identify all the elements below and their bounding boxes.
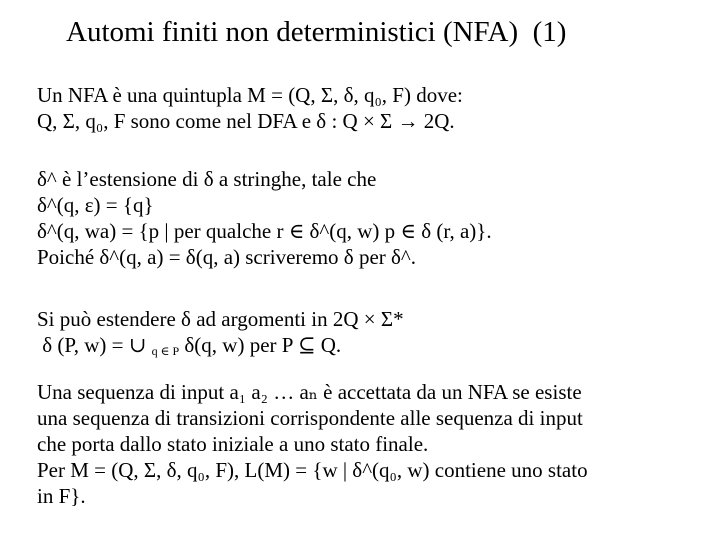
acceptance-line-3: che porta dallo stato iniziale a uno stato finale. — [37, 432, 429, 456]
union-formula-left: δ (P, w) = ∪ — [37, 333, 152, 357]
acceptance-line-1: Una sequenza di input a₁ a₂ … aₙ è accettata da un NFA se esiste — [37, 380, 582, 404]
acceptance-paragraph — [37, 379, 588, 509]
acceptance-line-2: una sequenza di transizioni corrispondente alle sequenza di input — [37, 406, 583, 430]
union-subscript: q ∈ P — [151, 344, 180, 358]
extension-line-2: δ^(q, ε) = {q} — [37, 193, 154, 217]
extension-line-3: δ^(q, wa) = {p | per qualche r ∈ δ^(q, w) p ∈ δ (r, a)}. — [37, 219, 492, 243]
definition-line-1: Un NFA è una quintupla M = (Q, Σ, δ, q₀, F) dove: — [37, 83, 463, 107]
extension-line-4: Poiché δ^(q, a) = δ(q, a) scriveremo δ per δ^. — [37, 245, 417, 269]
acceptance-line-5: in F}. — [37, 484, 86, 508]
extension-line-1: δ^ è l’estensione di δ a stringhe, tale che — [37, 167, 377, 191]
set-extension-paragraph — [37, 306, 404, 364]
union-formula-right: δ(q, w) per P ⊆ Q. — [179, 333, 342, 357]
acceptance-line-4: Per M = (Q, Σ, δ, q₀, F), L(M) = {w | δ^(q₀, w) contiene uno stato — [37, 458, 588, 482]
nfa-definition-paragraph — [37, 82, 463, 134]
set-extension-line-1: Si può estendere δ ad argomenti in 2Q × Σ* — [37, 307, 404, 331]
set-extension-line-2 — [37, 332, 404, 364]
extended-transition-paragraph — [37, 166, 492, 270]
slide-title: Automi finiti non deterministici (NFA) (1) — [66, 16, 567, 48]
definition-line-2: Q, Σ, q₀, F sono come nel DFA e δ : Q × Σ → 2Q. — [37, 109, 455, 133]
